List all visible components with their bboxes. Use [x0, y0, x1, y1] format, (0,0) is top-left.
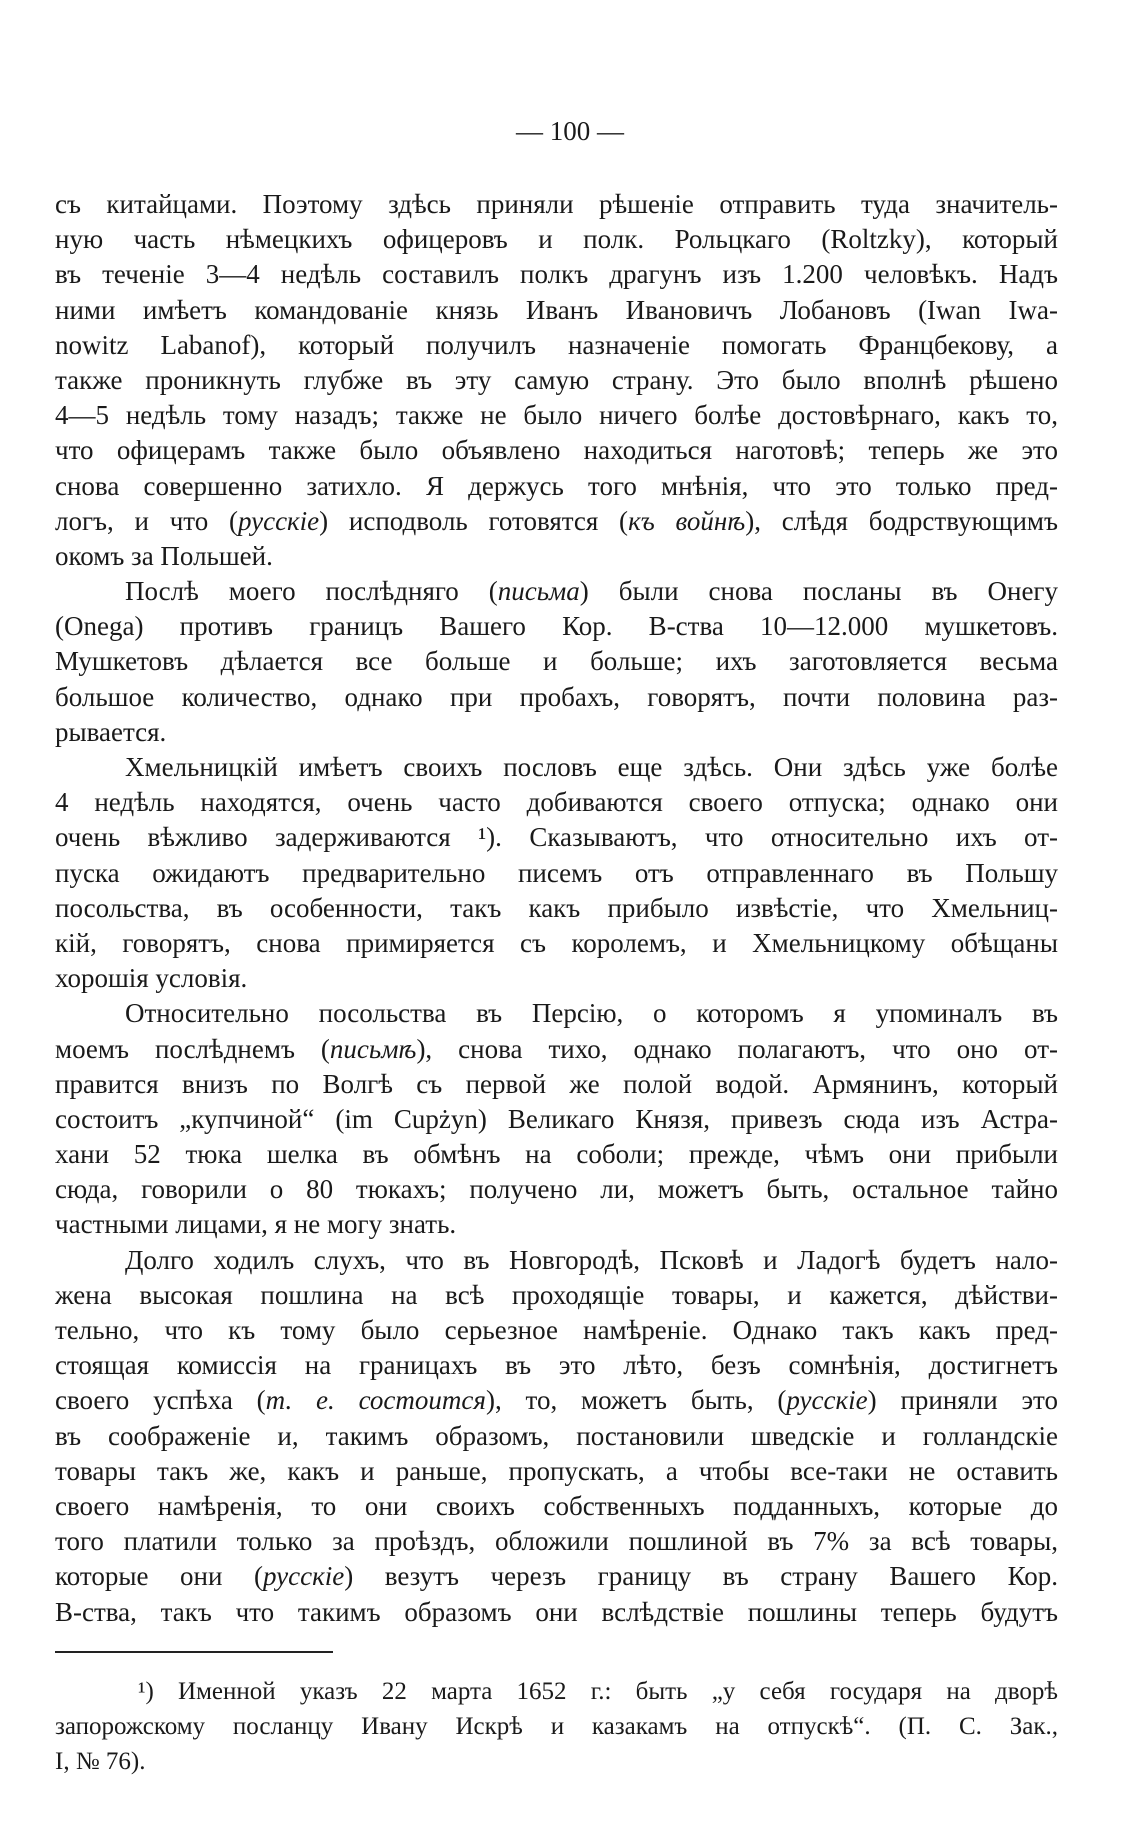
text-line — [55, 1172, 1058, 1207]
text-segment: моемъ послѣднемъ ( — [55, 1033, 330, 1064]
text-line — [55, 1383, 1058, 1418]
footnote-line — [55, 1744, 1058, 1779]
text-segment: ), слѣдя бодрствующимъ — [745, 505, 1058, 536]
text-line — [55, 1524, 1058, 1559]
text-line — [55, 1102, 1058, 1137]
text-segment: посольства, въ особенности, такъ какъ прибыло извѣстіе, что Хмельниц- — [55, 892, 1058, 923]
text-line — [55, 1348, 1058, 1383]
text-segment: nowitz Labanof), который получилъ назначеніе помогать Францбекову, а — [55, 329, 1058, 360]
text-line — [55, 1559, 1058, 1594]
text-segment: ними имѣетъ командованіе князь Иванъ Ивановичъ Лобановъ (Iwan Iwa- — [55, 294, 1058, 325]
footnote-divider — [55, 1651, 333, 1653]
text-segment: ), то, можетъ быть, ( — [485, 1385, 787, 1416]
text-segment: Долго ходилъ слухъ, что въ Новгородѣ, Псковѣ и Ладогѣ будетъ нало- — [125, 1244, 1058, 1275]
text-segment: того платили только за проѣздъ, обложили пошлиной въ 7% за всѣ товары, — [55, 1526, 1058, 1557]
italic-editorial-insert: т. е. состоится — [265, 1385, 486, 1416]
text-line — [55, 1489, 1058, 1524]
text-line — [55, 961, 1058, 996]
text-line — [55, 1595, 1058, 1630]
text-segment: ), снова тихо, однако полагаютъ, что оно от- — [416, 1033, 1058, 1064]
italic-editorial-insert: къ войнѣ — [628, 505, 746, 536]
text-segment: хорошія условія. — [55, 963, 248, 994]
text-segment: частными лицами, я не могу знать. — [55, 1209, 457, 1240]
text-segment: 4—5 недѣль тому назадъ; также не было ничего болѣе достовѣрнаго, какъ то, — [55, 400, 1058, 431]
text-segment: 4 недѣль находятся, очень часто добиваются своего отпуска; однако они — [55, 787, 1058, 818]
text-line — [55, 820, 1058, 855]
body-text — [55, 187, 1058, 1630]
text-line — [55, 785, 1058, 820]
text-segment: также проникнуть глубже въ эту самую страну. Это было вполнѣ рѣшено — [55, 364, 1058, 395]
text-segment: большое количество, однако при пробахъ, говорятъ, почти половина раз- — [55, 681, 1058, 712]
text-segment: въ соображеніе и, такимъ образомъ, постановили шведскіе и голландскіе — [55, 1420, 1058, 1451]
text-segment: Хмельницкій имѣетъ своихъ пословъ еще здѣсь. Они здѣсь уже болѣе — [125, 752, 1058, 782]
text-segment: запорожскому посланцу Ивану Искрѣ и казакамъ на отпускѣ“. (П. С. Зак., — [55, 1713, 1058, 1740]
italic-editorial-insert: письмѣ — [329, 1033, 417, 1064]
italic-editorial-insert: русскіе — [262, 1561, 345, 1592]
text-segment: логъ, и что ( — [55, 505, 238, 536]
text-segment: кій, говорятъ, снова примиряется съ королемъ, и Хмельницкому обѣщаны — [55, 927, 1058, 958]
text-segment: ) исподволь готовятся ( — [319, 505, 629, 536]
text-segment: очень вѣжливо задерживаются ¹). Сказываютъ, что относительно ихъ от- — [55, 822, 1058, 853]
text-segment: жена высокая пошлина на всѣ проходящіе товары, и кажется, дѣйстви- — [55, 1279, 1058, 1310]
text-line — [55, 856, 1058, 891]
text-line — [55, 926, 1058, 961]
text-segment: ¹) Именной указъ 22 марта 1652 г.: быть „у себя государя на дворѣ — [138, 1678, 1058, 1705]
page-number: — 100 — — [516, 116, 624, 146]
text-line — [55, 187, 1058, 222]
text-segment: которые они ( — [55, 1561, 263, 1592]
text-line — [55, 574, 1058, 609]
text-line — [55, 1207, 1058, 1242]
text-segment: ) были снова посланы въ Онегу — [579, 576, 1058, 607]
text-segment: Послѣ моего послѣдняго ( — [125, 576, 498, 607]
text-segment: своего успѣха ( — [55, 1385, 266, 1416]
text-segment: окомъ за Польшей. — [55, 540, 273, 571]
text-line — [55, 1278, 1058, 1313]
text-segment: ) везутъ черезъ границу въ страну Вашего Кор. — [344, 1561, 1058, 1592]
text-line — [55, 1137, 1058, 1172]
text-segment: В-ства, такъ что такимъ образомъ они вслѣдствіе пошлины теперь будутъ — [55, 1596, 1058, 1627]
text-segment: пуска ожидаютъ предварительно писемъ отъ отправленнаго въ Польшу — [55, 857, 1058, 888]
text-line — [55, 750, 1058, 785]
text-segment: ) приняли это — [867, 1385, 1058, 1416]
text-segment: стоящая комиссія на границахъ въ это лѣто, безъ сомнѣнія, достигнетъ — [55, 1350, 1058, 1381]
text-segment: хани 52 тюка шелка въ обмѣнъ на соболи; прежде, чѣмъ они прибыли — [55, 1139, 1058, 1170]
text-line — [55, 1454, 1058, 1489]
text-segment: тельно, что къ тому было серьезное намѣреніе. Однако такъ какъ пред- — [55, 1315, 1058, 1345]
text-segment: состоитъ „купчиной“ (im Cupżyn) Великаго Князя, привезъ сюда изъ Астра- — [55, 1103, 1058, 1134]
text-segment: своего намѣренія, то они своихъ собственныхъ подданныхъ, которые до — [55, 1490, 1058, 1521]
text-segment: снова совершенно затихло. Я держусь того мнѣнія, что это только пред- — [55, 470, 1058, 501]
text-segment: рывается. — [55, 716, 167, 747]
text-line — [55, 609, 1058, 644]
footnotes — [55, 1674, 1058, 1779]
text-segment: что офицерамъ также было объявлено находиться наготовѣ; теперь же это — [55, 435, 1058, 466]
text-line — [55, 328, 1058, 363]
text-line — [55, 504, 1058, 539]
text-line — [55, 1067, 1058, 1102]
text-line — [55, 433, 1058, 468]
text-segment: товары такъ же, какъ и раньше, пропускать, а чтобы все-таки не оставить — [55, 1455, 1058, 1486]
text-line — [55, 293, 1058, 328]
text-segment: Мушкетовъ дѣлается все больше и больше; ихъ заготовляется весьма — [55, 646, 1058, 677]
text-line — [55, 680, 1058, 715]
text-line — [55, 1243, 1058, 1278]
text-line — [55, 222, 1058, 257]
text-line — [55, 715, 1058, 750]
text-segment: сюда, говорили о 80 тюкахъ; получено ли, можетъ быть, остальное тайно — [55, 1174, 1058, 1205]
text-line — [55, 398, 1058, 433]
text-line — [55, 1313, 1058, 1348]
text-line — [55, 469, 1058, 504]
italic-editorial-insert: письма — [497, 576, 580, 607]
text-line — [55, 539, 1058, 574]
text-line — [55, 363, 1058, 398]
text-segment: Относительно посольства въ Персію, о которомъ я упоминалъ въ — [125, 998, 1058, 1029]
footnote-line — [55, 1674, 1058, 1709]
text-line — [55, 996, 1058, 1031]
text-line — [55, 257, 1058, 292]
text-segment: I, № 76). — [55, 1748, 146, 1775]
footnote-line — [55, 1709, 1058, 1744]
text-segment: въ теченіе 3—4 недѣль составилъ полкъ драгунъ изъ 1.200 человѣкъ. Надъ — [55, 259, 1058, 290]
text-line — [55, 1419, 1058, 1454]
text-segment: (Onega) противъ границъ Вашего Кор. В-ства 10—12.000 мушкетовъ. — [55, 611, 1058, 642]
text-line — [55, 891, 1058, 926]
text-line — [55, 1032, 1058, 1067]
italic-editorial-insert: русскіе — [237, 505, 320, 536]
text-segment: правится внизъ по Волгѣ съ первой же полой водой. Армянинъ, который — [55, 1068, 1058, 1099]
text-segment: съ китайцами. Поэтому здѣсь приняли рѣшеніе отправить туда значитель- — [55, 189, 1058, 219]
italic-editorial-insert: русскіе — [786, 1385, 868, 1416]
text-segment: ную часть нѣмецкихъ офицеровъ и полк. Рольцкаго (Roltzky), который — [55, 224, 1058, 255]
text-line — [55, 644, 1058, 679]
